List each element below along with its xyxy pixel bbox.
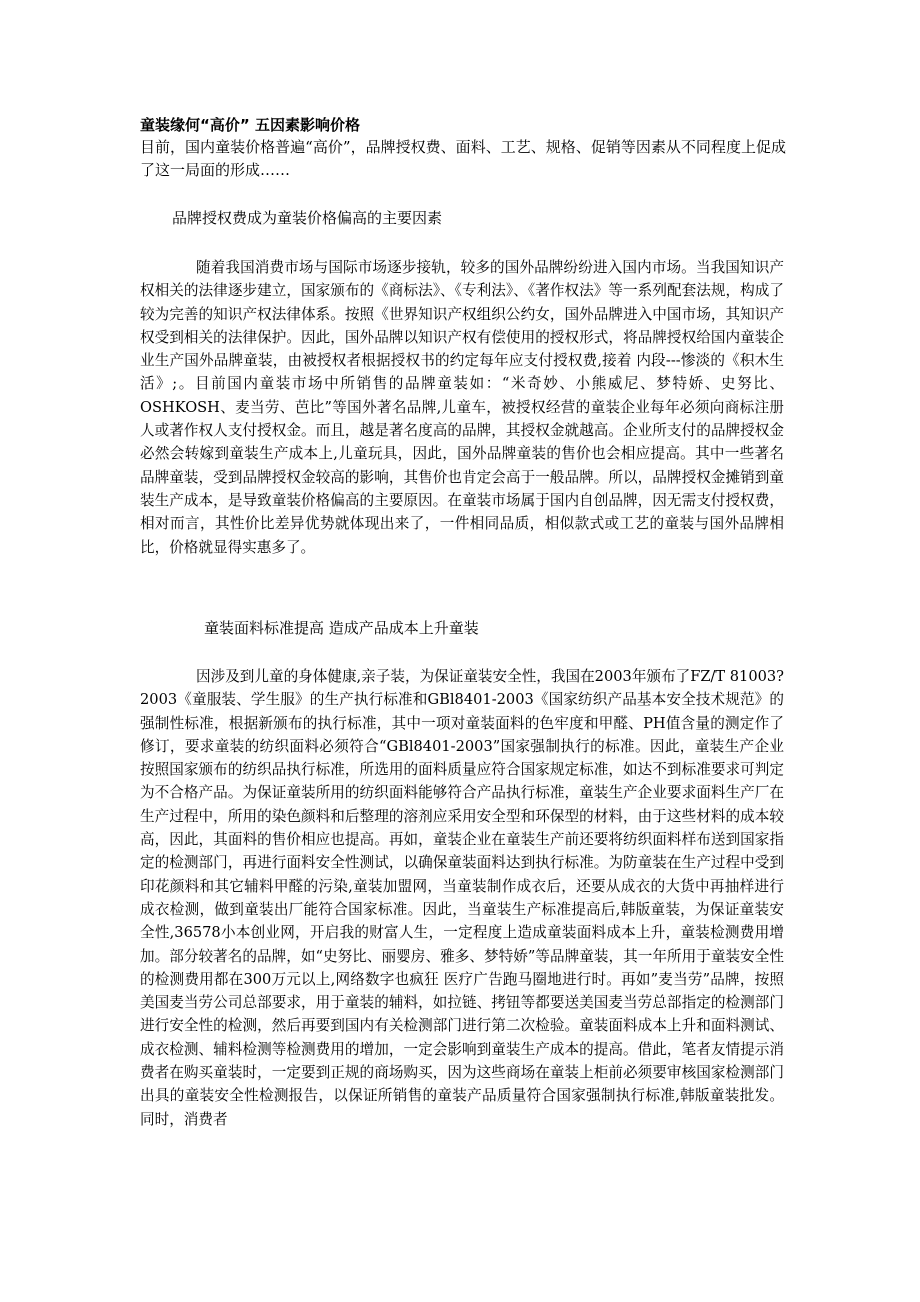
section-heading-fabric-standard: 童装面料标准提高 造成产品成本上升童装	[204, 619, 479, 637]
section-body-brand-license: 随着我国消费市场与国际市场逐步接轨，较多的国外品牌纷纷进入国内市场。当我国知识产权相关的法律逐步建立，国家颁布的《商标法》、《专利法》、《著作权法》等一系列配套法规，构成了较为完善的知识产权法律体系。按照《世界知识产权组织公约女，国外品牌进入中国市场，其知识产权受到相关的法律保护。因此，国外品牌以知识产权有偿使用的授权形式，将品牌授权给国内童装企业生产国外品牌童装，由被授权者根据授权书的约定每年应支付授权费,接着 内段---惨淡的《积木生活》;。目前国内童装市场中所销售的品牌童装如：“米奇妙、小熊威尼、梦特娇、史努比、OSHKOSH、麦当劳、芭比”等国外著名品牌,儿童车，被授权经营的童装企业每年必须向商标注册人或著作权人支付授权金。而且，越是著名度高的品牌，其授权金就越高。企业所支付的品牌授权金必然会转嫁到童装生产成本上,儿童玩具，因此，国外品牌童装的售价也会相应提高。其中一些著名品牌童装，受到品牌授权金较高的影响，其售价也肯定会高于一般品牌。所以，品牌授权金摊销到童装生产成本，是导致童装价格偏高的主要原因。在童装市场属于国内自创品牌，因无需支付授权费，相对而言，其性价比差异优势就体现出来了，一件相同品质，相似款式或工艺的童装与国外品牌相比，价格就显得实惠多了。	[140, 259, 784, 556]
section-body-fabric-standard: 因涉及到儿童的身体健康,亲子装，为保证童装安全性，我国在2003年颁布了FZ/T 81003?2003《童服装、学生服》的生产执行标准和GBl8401-2003《国家纺织产品基本安全技术规范》的强制性标准，根据新颁布的执行标准，其中一项对童装面料的色牢度和甲醛、PH值含量的测定作了修订，要求童装的纺织面料必须符合“GBl8401-2003”国家强制执行的标准。因此，童装生产企业按照国家颁布的纺织品执行标准，所选用的面料质量应符合国家规定标准，如达不到标准要求可判定为不合格产品。为保证童装所用的纺织面料能够符合产品执行标准，童装生产企业要求面料生产厂在生产过程中，所用的染色颜料和后整理的溶剂应采用安全型和环保型的材料，由于这些材料的成本较高，因此，其面料的售价相应也提高。再如，童装企业在童装生产前还要将纺织面料样布送到国家指定的检测部门，再进行面料安全性测试，以确保童装面料达到执行标准。为防童装在生产过程中受到印花颜料和其它辅料甲醛的污染,童装加盟网，当童装制作成衣后，还要从成衣的大货中再抽样进行成衣检测，做到童装出厂能符合国家标准。因此，当童装生产标准提高后,韩版童装，为保证童装安全性,36578小本创业网，开启我的财富人生，一定程度上造成童装面料成本上升，童装检测费用增加。部分较著名的品牌，如“史努比、丽婴房、雅多、梦特娇”等品牌童装，其一年所用于童装安全性的检测费用都在300万元以上,网络数字也疯狂 医疗广告跑马圈地进行时。再如”麦当劳”品牌，按照美国麦当劳公司总部要求，用于童装的辅料，如拉链、拷钮等都要送美国麦当劳总部指定的检测部门进行安全性的检测，然后再要到国内有关检测部门进行第二次检验。童装面料成本上升和面料测试、成衣检测、辅料检测等检测费用的增加，一定会影响到童装生产成本的提高。借此，笔者友情提示消费者在购买童装时，一定要到正规的商场购买，因为这些商场在童装上柜前必须要审核国家检测部门出具的童装安全性检测报告，以保证所销售的童装产品质量符合国家强制执行标准,韩版童装批发。同时，消费者	[140, 668, 784, 1128]
section-heading-brand-license: 品牌授权费成为童装价格偏高的主要因素	[172, 209, 443, 227]
article-intro: 目前，国内童装价格普遍“高价”，品牌授权费、面料、工艺、规格、促销等因素从不同程度上促成了这一局面的形成……	[140, 138, 786, 179]
article-title: 童装缘何“高价” 五因素影响价格	[140, 116, 360, 134]
